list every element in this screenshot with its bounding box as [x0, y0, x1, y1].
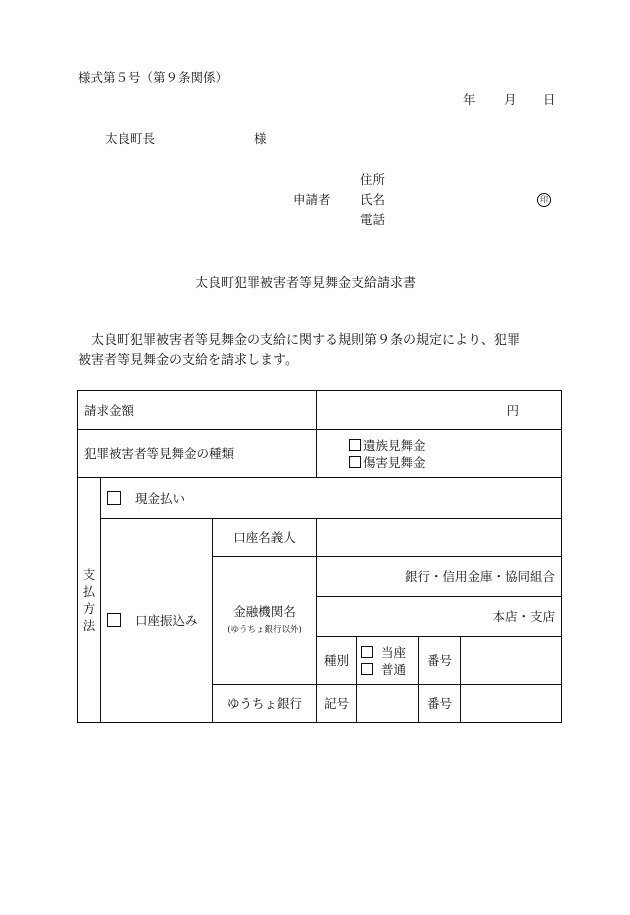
amount-field[interactable]: [317, 391, 562, 430]
payment-method-label: 支 払 方 法: [78, 478, 101, 723]
amount-unit: 円: [506, 402, 520, 418]
symbol-label: 記号: [317, 685, 357, 723]
cash-option[interactable]: 現金払い: [101, 478, 562, 519]
transfer-option[interactable]: 口座振込み: [101, 519, 213, 723]
branch-types[interactable]: 本店・支店: [317, 597, 562, 637]
checkbox-icon[interactable]: [107, 613, 121, 627]
address-label: 住所: [360, 172, 386, 187]
body-line-1: 太良町犯罪被害者等見舞金の支給に関する規則第９条の規定により、犯罪: [91, 333, 521, 348]
body-line-2: 被害者等見舞金の支給を請求します。: [78, 353, 298, 368]
bank-types[interactable]: 銀行・信用金庫・協同組合: [317, 557, 562, 597]
seal-icon: 印: [537, 193, 551, 207]
kind-current[interactable]: 当座: [361, 644, 414, 661]
amount-label: 請求金額: [78, 391, 317, 430]
type-option-injury[interactable]: 傷害見舞金: [349, 454, 555, 471]
account-holder-row: [78, 519, 562, 557]
yucho-label: ゆうちょ銀行: [213, 685, 317, 723]
type-label: 犯罪被害者等見舞金の種類: [78, 430, 317, 478]
addressee-honorific: 様: [254, 131, 267, 146]
account-holder-field[interactable]: [317, 519, 562, 557]
seal-mark: [537, 190, 551, 207]
amount-row: [78, 391, 562, 430]
symbol-field[interactable]: [357, 685, 419, 723]
applicant-label: 申請者: [293, 192, 331, 207]
type-row: [78, 430, 562, 478]
bank-name-label: 金融機関名 (ゆうちょ銀行以外): [213, 557, 317, 685]
checkbox-icon[interactable]: [107, 491, 121, 505]
cash-row: [78, 478, 562, 519]
day-label: 日: [543, 92, 556, 107]
type-options: [317, 430, 562, 478]
yucho-number-label: 番号: [419, 685, 461, 723]
year-label: 年: [463, 92, 476, 107]
account-holder-label: 口座名義人: [213, 519, 317, 557]
checkbox-icon[interactable]: [349, 439, 361, 451]
checkbox-icon[interactable]: [349, 456, 361, 468]
type-option-bereaved[interactable]: 遺族見舞金: [349, 437, 555, 454]
yucho-number-field[interactable]: [461, 685, 562, 723]
form-number: 様式第５号（第９条関係）: [78, 70, 229, 85]
checkbox-icon[interactable]: [361, 663, 373, 675]
checkbox-icon[interactable]: [361, 646, 373, 658]
bank-name-note: (ゆうちょ銀行以外): [227, 624, 302, 635]
kind-ordinary[interactable]: 普通: [361, 661, 414, 678]
account-number-label: 番号: [419, 637, 461, 685]
request-table: [77, 390, 562, 723]
document-title: 太良町犯罪被害者等見舞金支給請求書: [195, 276, 417, 291]
account-kind-label: 種別: [317, 637, 357, 685]
name-label: 氏名: [360, 192, 386, 207]
month-label: 月: [504, 92, 517, 107]
addressee-title: 太良町長: [105, 131, 156, 146]
phone-label: 電話: [360, 212, 386, 227]
account-kind-options: [357, 637, 419, 685]
account-number-field[interactable]: [461, 637, 562, 685]
